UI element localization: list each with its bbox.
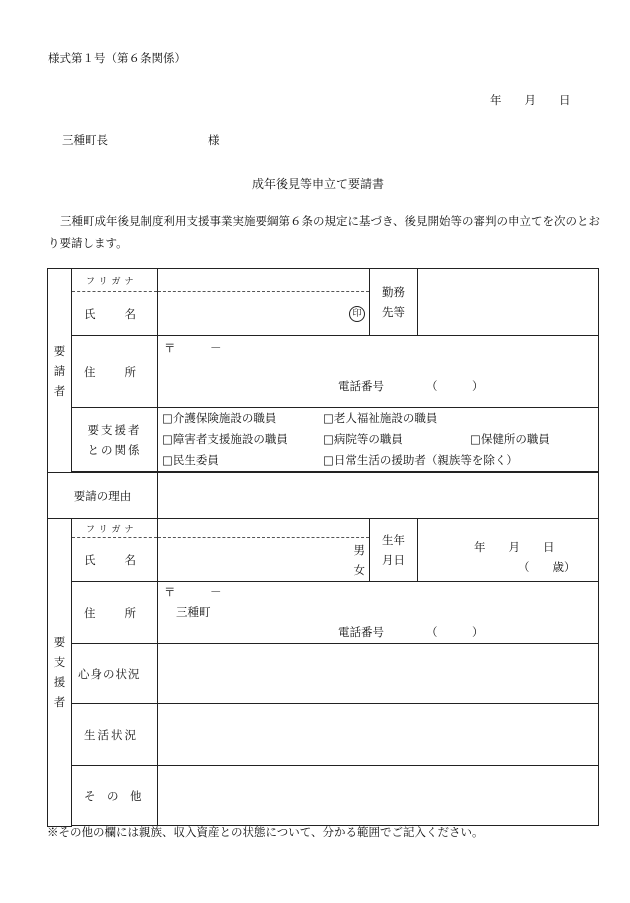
requester-name-label: 氏 名	[72, 292, 158, 336]
age: （ 歳）	[518, 560, 576, 574]
supportee-postal-mark: 〒 －	[164, 585, 222, 599]
relation-nursing-care-facility[interactable]: □介護保険施設の職員	[162, 411, 277, 425]
requester-address-field[interactable]	[158, 336, 599, 408]
supportee-name-field[interactable]	[158, 538, 370, 582]
relation-label: 要支援者 との関係	[72, 408, 158, 472]
reason-label: 要請の理由	[48, 473, 158, 519]
requester-postal-mark: 〒 －	[164, 341, 222, 355]
living-label: 生活状況	[72, 704, 158, 766]
relation-options	[158, 408, 599, 472]
supportee-town: 三種町	[176, 605, 211, 619]
requester-furigana-field[interactable]	[158, 269, 370, 292]
supportee-furigana-field[interactable]	[158, 519, 370, 538]
birth-label: 生年 月日	[370, 519, 418, 582]
relation-welfare-commissioner[interactable]: □民生委員	[162, 453, 219, 467]
gender-male[interactable]: 男	[353, 542, 365, 557]
living-field[interactable]	[158, 704, 599, 766]
requester-section-label: 要 請 者	[48, 269, 72, 473]
relation-health-center[interactable]: □保健所の職員	[470, 432, 550, 446]
intro-paragraph: 三種町成年後見制度利用支援事業実施要綱第６条の規定に基づき、後見開始等の審判の申立てを次のとおり要請します。	[48, 214, 601, 250]
condition-field[interactable]	[158, 644, 599, 704]
addressee: 三種町長	[62, 133, 108, 147]
supportee-phone-paren: （ ）	[426, 625, 484, 639]
supportee-address-field[interactable]	[158, 582, 599, 644]
seal-mark: 印	[349, 306, 365, 322]
reason-field[interactable]	[158, 473, 599, 519]
document-title: 成年後見等申立て要請書	[252, 177, 385, 191]
requester-phone-paren: （ ）	[426, 379, 484, 393]
other-label: そ の 他	[72, 766, 158, 826]
date-line: 年 月 日	[490, 93, 571, 107]
supportee-furigana-label: フリガナ	[72, 519, 158, 538]
relation-elderly-welfare-facility[interactable]: □老人福祉施設の職員	[323, 411, 438, 425]
honorific: 様	[208, 133, 220, 147]
request-form-table	[47, 268, 599, 827]
requester-address-label: 住 所	[72, 336, 158, 408]
requester-name-field[interactable]	[158, 292, 370, 336]
birth-date: 年 月 日	[474, 540, 555, 554]
workplace-label: 勤務 先等	[370, 269, 418, 336]
supportee-name-label: 氏 名	[72, 538, 158, 582]
gender-female[interactable]: 女	[353, 562, 365, 577]
supportee-section-label: 要 支 援 者	[48, 519, 72, 827]
relation-hospital[interactable]: □病院等の職員	[323, 432, 403, 446]
supportee-phone-label: 電話番号	[338, 625, 384, 639]
birth-date-field[interactable]	[418, 519, 599, 582]
workplace-field[interactable]	[418, 269, 599, 336]
footnote: ※その他の欄には親族、収入資産との状態について、分かる範囲でご記入ください。	[47, 825, 484, 839]
relation-disability-facility[interactable]: □障害者支援施設の職員	[162, 432, 288, 446]
requester-phone-label: 電話番号	[338, 379, 384, 393]
condition-label: 心身の状況	[72, 644, 158, 704]
relation-daily-life-helper[interactable]: □日常生活の援助者（親族等を除く）	[323, 453, 518, 467]
form-number: 様式第１号（第６条関係）	[48, 51, 186, 65]
supportee-address-label: 住 所	[72, 582, 158, 644]
other-field[interactable]	[158, 766, 599, 826]
requester-furigana-label: フリガナ	[72, 269, 158, 292]
